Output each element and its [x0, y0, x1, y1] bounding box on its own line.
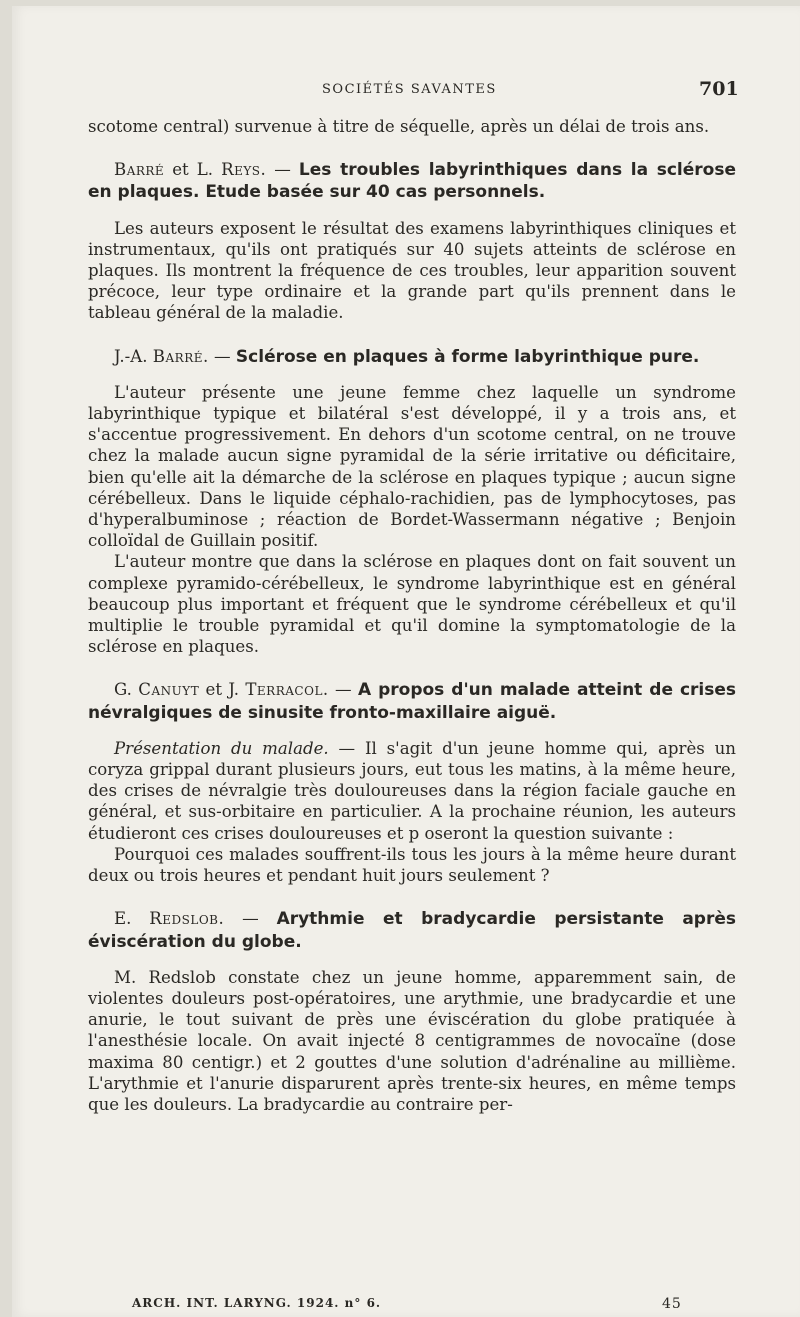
body-text — [88, 116, 736, 1115]
article-3-lead: Présentation du malade. — [114, 738, 329, 758]
journal-page — [12, 6, 800, 1317]
article-4-dash: — — [242, 909, 259, 929]
article-4-heading — [88, 908, 736, 952]
article-1-author-1: Barré — [114, 160, 165, 180]
article-3-paragraph-1-text: Il s'agit d'un jeune homme qui, après un coryza grippal durant plusieurs jours, eut tous les matins, à la même heure, des crises de névralgie très douloureuses dans la région faciale gauche en général, et sus-orbitaire en particulier. A la prochaine réunion, les auteurs étudieront ces crises douloureuses et p oseront la question suivante : — [88, 738, 736, 843]
article-1-author-2: Reys. — [221, 160, 267, 180]
article-1-title: Les troubles labyrinthiques dans la sclérose en plaques. Etude basée sur 40 cas personnels. — [88, 160, 736, 203]
article-2-paragraph-1: L'auteur présente une jeune femme chez laquelle un syndrome labyrinthique typique et bilatéral s'est développé, il y a trois ans, et s'accentue progressivement. En dehors d'un scotome central, on ne trouve chez la malade aucun signe pyramidal de la série irritative ou déficitaire, bien qu'elle ait la démarche de la sclérose en plaques typique ; aucun signe cérébelleux. Dans le liquide céphalo-rachidien, pas de lymphocytoses, pas d'hyperalbuminose ; réaction de Bordet-Wassermann négative ; Benjoin colloïdal de Guillain positif. — [88, 382, 736, 551]
article-4-title: Arythmie et bradycardie persistante après éviscération du globe. — [88, 909, 737, 952]
article-1-paragraph: Les auteurs exposent le résultat des examens labyrinthiques cliniques et instrumentaux, qu'ils ont pratiqués sur 40 sujets atteints de sclérose en plaques. Ils montrent la fréquence de ces troubles, leur apparition souvent précoce, leur type ordinaire et la grande part qu'ils prennent dans le tableau général de la maladie. — [88, 218, 736, 323]
article-3-author-2: Terracol. — [245, 680, 329, 700]
article-1-heading — [88, 159, 736, 203]
article-3-conjunction: et J. — [205, 680, 240, 700]
article-3-author-1: Canuyt — [138, 680, 200, 700]
article-2-author: Barré. — [152, 346, 209, 366]
article-3-prefix: G. — [114, 680, 132, 700]
running-head — [12, 78, 800, 102]
article-2-dash: — — [214, 346, 231, 366]
article-3-lead-dash: — — [338, 738, 356, 758]
running-head-title: SOCIÉTÉS SAVANTES — [322, 82, 497, 97]
article-1-conjunction: et L. — [172, 160, 214, 180]
article-3-dash: — — [335, 680, 352, 700]
article-3-title: A propos d'un malade atteint de crises névralgiques de sinusite fronto-maxillaire aiguë. — [88, 680, 737, 723]
continuation-paragraph: scotome central) survenue à titre de séquelle, après un délai de trois ans. — [88, 117, 710, 136]
article-2-paragraph-2: L'auteur montre que dans la sclérose en plaques dont on fait souvent un complexe pyramido-cérébelleux, le syndrome labyrinthique est en général beaucoup plus important et fréquent que le syndrome cérébelleux et qu'il multiplie le trouble pyramidal et qu'il domine la symptomatologie de la sclérose en plaques. — [88, 552, 736, 657]
article-1-dash: — — [274, 160, 291, 180]
article-3-paragraph-2: Pourquoi ces malades souffrent-ils tous les jours à la même heure durant deux ou trois heures et pendant huit jours seulement ? — [88, 844, 736, 886]
page-footer — [132, 1296, 692, 1314]
article-2-title: Sclérose en plaques à forme labyrinthique pure. — [235, 346, 700, 367]
article-3-paragraph-1 — [88, 738, 736, 844]
article-4-paragraph: M. Redslob constate chez un jeune homme, apparemment sain, de violentes douleurs post-opératoires, une arythmie, une bradycardie et une anurie, le tout suivant de près une éviscération du globe pratiquée à l'anesthésie locale. On avait injecté 8 centigrammes de novocaïne (dose maxima 80 centigr.) et 2 gouttes d'une solution d'adrénaline au millième. L'arythmie et l'anurie disparurent après trente-six heures, en même temps que les douleurs. La bradycardie au contraire per- — [88, 967, 736, 1114]
article-4-author: Redslob. — [149, 909, 225, 929]
article-2-prefix: J.-A. — [114, 346, 148, 366]
journal-reference: ARCH. INT. LARYNG. 1924. n° 6. — [132, 1296, 382, 1310]
article-3-heading — [88, 679, 736, 723]
article-2-heading — [88, 346, 736, 368]
article-4-prefix: E. — [114, 909, 132, 929]
signature-mark: 45 — [662, 1296, 682, 1312]
page-number: 701 — [699, 78, 739, 100]
